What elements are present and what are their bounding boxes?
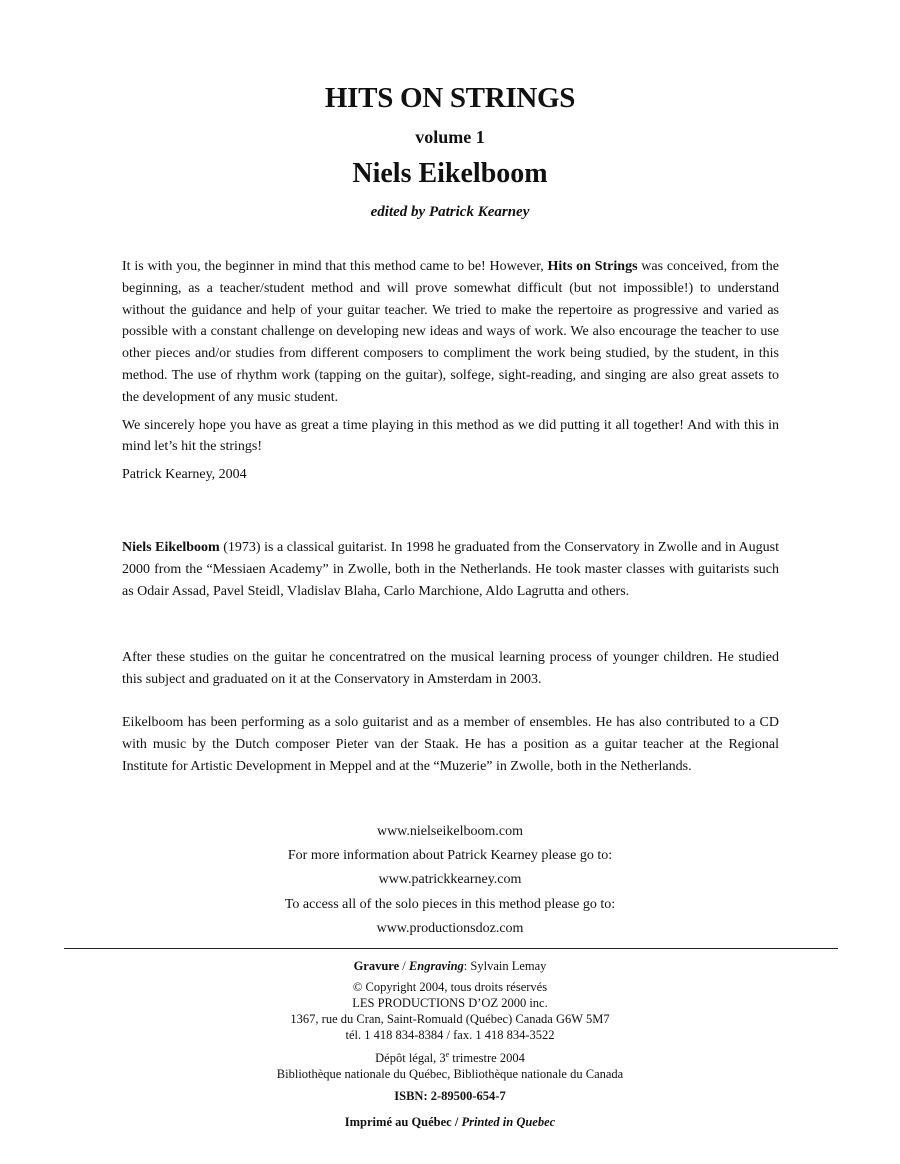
libraries-line: Bibliothèque nationale du Québec, Bibliothèque nationale du Canada	[276, 1067, 624, 1081]
intro-paragraph	[122, 256, 779, 409]
bio-name-bold: Niels Eikelboom	[122, 540, 220, 555]
editor-credit: edited by Patrick Kearney	[370, 204, 530, 220]
bio-text-2: After these studies on the guitar he concentratred on the musical learning process of younger children. He studied this subject and graduated on it at the Conservatory in Amsterdam in 2003.	[122, 650, 779, 687]
printed-en: Printed in Quebec	[461, 1115, 556, 1129]
website-niels: www.nielseikelboom.com	[376, 824, 524, 839]
info-kearney-text: For more information about Patrick Kearney please go to:	[287, 848, 613, 864]
author-name: Niels Eikelboom	[352, 158, 548, 189]
website-kearney: www.patrickkearney.com	[378, 872, 522, 888]
depot-superscript: e	[445, 1049, 450, 1059]
engraving-slash: /	[399, 959, 409, 973]
isbn-line: ISBN: 2-89500-654-7	[394, 1089, 506, 1103]
engraving-credit	[0, 956, 900, 976]
copyright-line: © Copyright 2004, tous droits réservés	[352, 980, 548, 994]
bio-text-1: (1973) is a classical guitarist. In 1998 he graduated from the Conservatory in Zwolle and in August 2000 from the “Messiaen Academy” in Zwolle, both in the Netherlands. He took master classes with guitarists such as Odair Assad, Pavel Steidl, Vladislav Blaha, Carlo Marchione, Aldo Lagrutta and others.	[122, 540, 779, 599]
intro-text-rest: was conceived, from the beginning, as a teacher/student method and will prove somewhat difficult (but not impossible!) to understand without the guidance and help of your guitar teacher. We tried to make the repertoire as progressive and varied as possible with a constant challenge on developing new ideas and ways of work. We also encourage the teacher to use other pieces and/or studies from different composers to compliment the work being studied, by the student, in this method. The use of rhythm work (tapping on the guitar), solfege, sight-reading, and singing are also great assets to the development of any music student.	[122, 259, 779, 405]
intro-section	[122, 256, 779, 486]
address-line: 1367, rue du Cran, Saint-Romuald (Québec) Canada G6W 5M7	[290, 1012, 610, 1026]
bio-paragraph-1	[122, 537, 779, 602]
engraver-name: : Sylvain Lemay	[463, 959, 547, 973]
bio-text-3: Eikelboom has been performing as a solo guitarist and as a member of ensembles. He has also contributed to a CD with music by the Dutch composer Pieter van der Staak. He has a position as a guitar teacher at the Regional Institute for Artistic Development in Meppel and at the “Muzerie” in Zwolle, both in the Netherlands.	[122, 715, 779, 774]
publisher-line: LES PRODUCTIONS D’OZ 2000 inc.	[352, 996, 548, 1010]
links-section	[0, 820, 900, 941]
printed-slash: /	[451, 1115, 462, 1129]
engraving-fr: Gravure	[353, 959, 400, 973]
volume-label: volume 1	[415, 127, 485, 147]
access-solo-text: To access all of the solo pieces in this method please go to:	[284, 896, 616, 912]
intro-text-start: It is with you, the beginner in mind that this method came to be! However,	[122, 259, 548, 274]
depot-text: Dépôt légal, 3	[375, 1051, 446, 1065]
engraving-en: Engraving	[408, 959, 464, 973]
phone-line: tél. 1 418 834-8384 / fax. 1 418 834-3522	[345, 1028, 555, 1042]
bio-paragraph-2	[122, 647, 779, 691]
divider-line	[64, 948, 838, 949]
legal-deposit-line	[0, 1050, 900, 1066]
intro-signature: Patrick Kearney, 2004	[122, 467, 247, 483]
book-title: HITS ON STRINGS	[324, 82, 576, 114]
website-productions: www.productionsdoz.com	[376, 920, 524, 936]
bio-paragraph-3	[122, 712, 779, 777]
printed-fr: Imprimé au Québec	[344, 1115, 452, 1129]
depot-rest: trimestre 2004	[449, 1051, 525, 1065]
intro-closing-paragraph: We sincerely hope you have as great a time playing in this method as we did putting it all together! And with this in mind let’s hit the strings!	[122, 417, 779, 455]
credits-section	[0, 956, 900, 1131]
method-title-bold: Hits on Strings	[547, 259, 638, 274]
printed-line	[0, 1114, 900, 1131]
